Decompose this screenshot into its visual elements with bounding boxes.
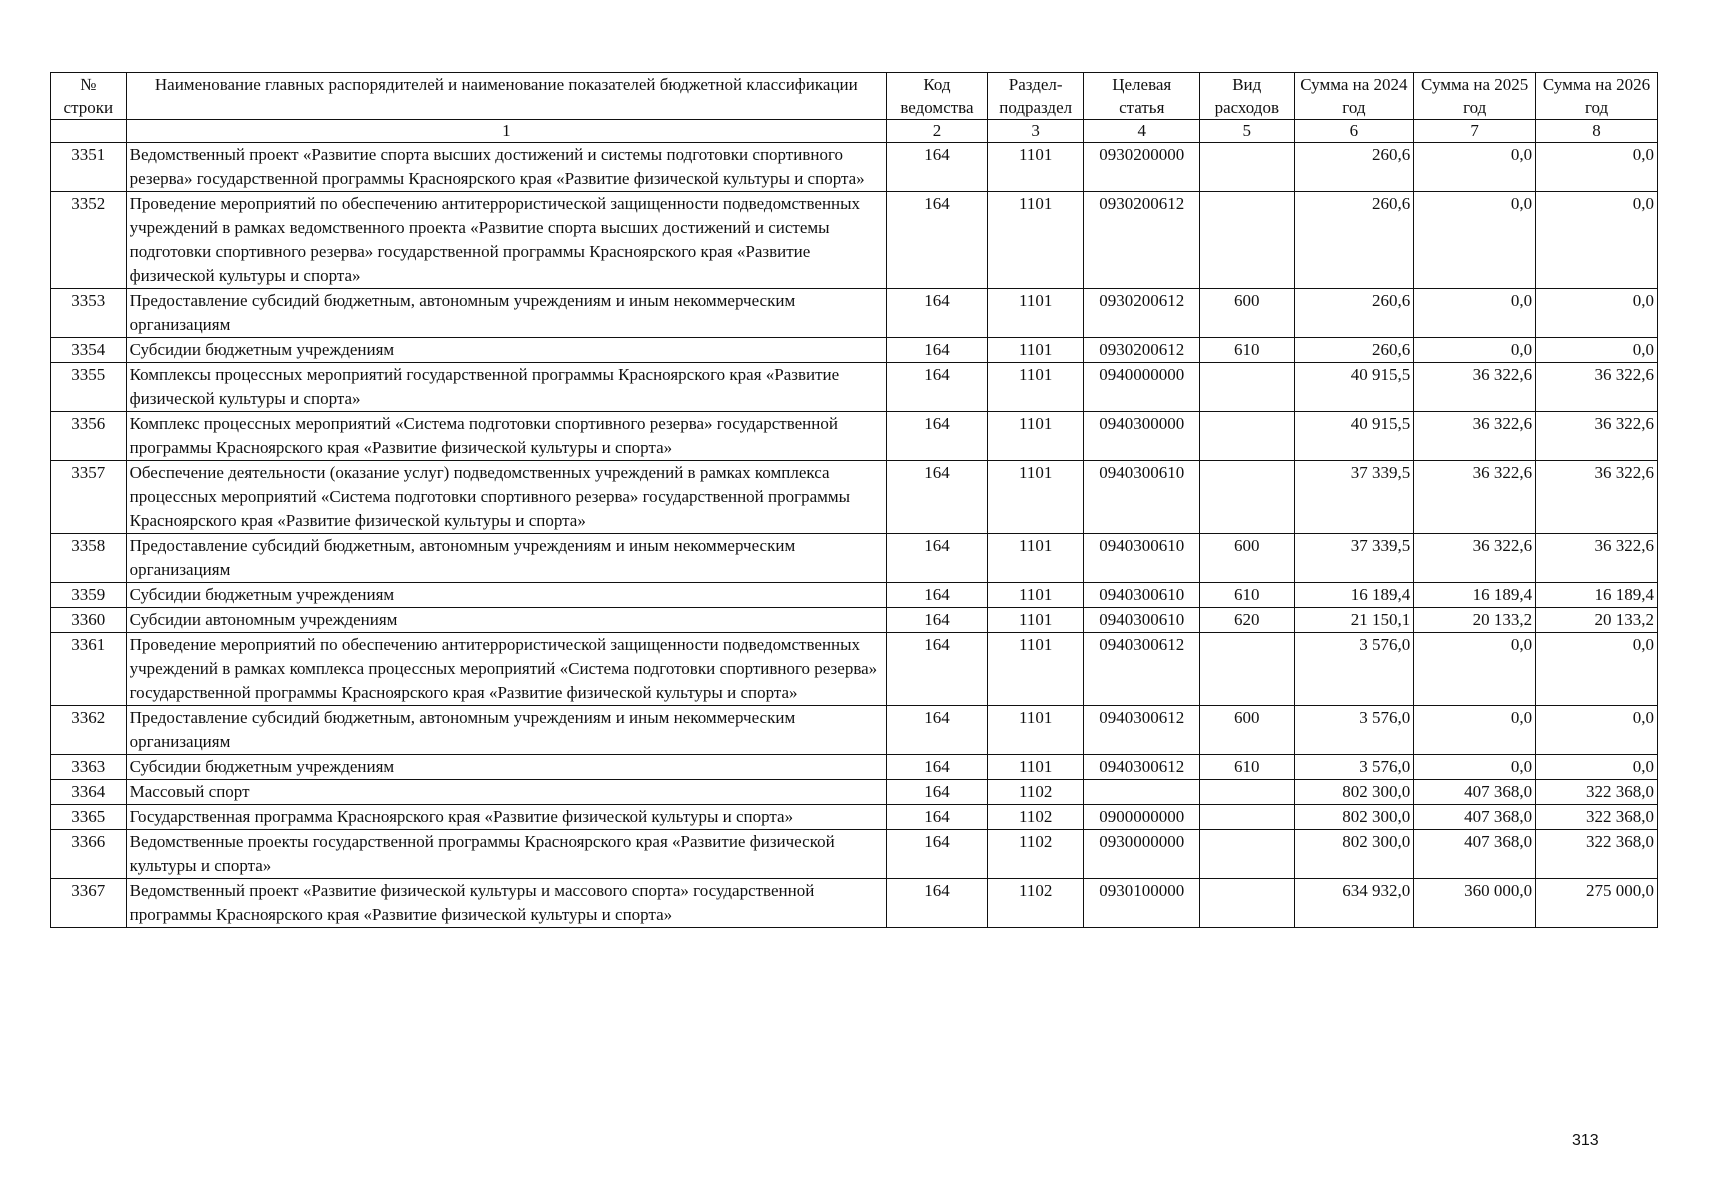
dept-code-cell: 164 [887,830,988,879]
target-article-cell: 0940300610 [1084,608,1200,633]
sum-2026-cell: 275 000,0 [1536,879,1658,928]
row-name-cell: Субсидии автономным учреждениям [126,608,886,633]
sum-2024-cell: 802 300,0 [1294,805,1414,830]
dept-code-cell: 164 [887,633,988,706]
sum-2025-cell: 0,0 [1414,289,1536,338]
expense-type-cell [1200,830,1295,879]
expense-type-cell [1200,805,1295,830]
sum-2026-cell: 36 322,6 [1536,534,1658,583]
dept-code-cell: 164 [887,461,988,534]
header-row [51,73,1658,120]
row-number-cell: 3363 [51,755,127,780]
header-name: Наименование главных распорядителей и наименование показателей бюджетной классификации [126,73,886,120]
table-row [51,830,1658,879]
expense-type-cell [1200,412,1295,461]
dept-code-cell: 164 [887,879,988,928]
dept-code-cell: 164 [887,192,988,289]
row-name-cell: Обеспечение деятельности (оказание услуг) подведомственных учреждений в рамках комплекса процессных мероприятий «Система подготовки спортивного резерва» государственной программы Красноярского края «Развитие физической культуры и спорта» [126,461,886,534]
row-name-cell: Ведомственный проект «Развитие спорта высших достижений и системы подготовки спортивного резерва» государственной программы Красноярского края «Развитие физической культуры и спорта» [126,143,886,192]
row-number-cell: 3355 [51,363,127,412]
expense-type-cell: 620 [1200,608,1295,633]
row-name-cell: Ведомственный проект «Развитие физической культуры и массового спорта» государственной программы Красноярского края «Развитие физической культуры и спорта» [126,879,886,928]
budget-table [50,72,1658,928]
dept-code-cell: 164 [887,338,988,363]
row-name-cell: Комплекс процессных мероприятий «Система подготовки спортивного резерва» государственной программы Красноярского края «Развитие физической культуры и спорта» [126,412,886,461]
table-row [51,143,1658,192]
table-row [51,338,1658,363]
sum-2024-cell: 40 915,5 [1294,412,1414,461]
sum-2026-cell: 322 368,0 [1536,805,1658,830]
sum-2025-cell: 0,0 [1414,706,1536,755]
row-number-cell: 3358 [51,534,127,583]
sum-2026-cell: 36 322,6 [1536,363,1658,412]
table-row [51,192,1658,289]
budget-table-sheet [50,72,1658,928]
row-name-cell: Комплексы процессных мероприятий государственной программы Красноярского края «Развитие физической культуры и спорта» [126,363,886,412]
sum-2025-cell: 0,0 [1414,633,1536,706]
table-row [51,583,1658,608]
sum-2024-cell: 3 576,0 [1294,706,1414,755]
table-row [51,289,1658,338]
dept-code-cell: 164 [887,706,988,755]
sum-2026-cell: 0,0 [1536,192,1658,289]
sum-2024-cell: 21 150,1 [1294,608,1414,633]
section-cell: 1102 [987,830,1084,879]
table-row [51,706,1658,755]
dept-code-cell: 164 [887,755,988,780]
table-body [51,143,1658,928]
column-number: 8 [1536,120,1658,143]
row-name-cell: Государственная программа Красноярского края «Развитие физической культуры и спорта» [126,805,886,830]
sum-2026-cell: 322 368,0 [1536,780,1658,805]
target-article-cell: 0930200612 [1084,289,1200,338]
section-cell: 1102 [987,780,1084,805]
table-row [51,780,1658,805]
row-name-cell: Проведение мероприятий по обеспечению антитеррористической защищенности подведомственных учреждений в рамках комплекса процессных мероприятий «Система подготовки спортивного резерва» государственной программы Красноярского края «Развитие физической культуры и спорта» [126,633,886,706]
sum-2024-cell: 37 339,5 [1294,534,1414,583]
section-cell: 1101 [987,143,1084,192]
column-number: 1 [126,120,886,143]
table-row [51,363,1658,412]
sum-2026-cell: 0,0 [1536,706,1658,755]
section-cell: 1101 [987,461,1084,534]
expense-type-cell [1200,879,1295,928]
expense-type-cell: 610 [1200,338,1295,363]
sum-2026-cell: 0,0 [1536,143,1658,192]
section-cell: 1101 [987,608,1084,633]
sum-2025-cell: 0,0 [1414,143,1536,192]
row-name-cell: Проведение мероприятий по обеспечению антитеррористической защищенности подведомственных учреждений в рамках ведомственного проекта «Развитие спорта высших достижений и системы подготовки спортивного резерва» государственной программы Красноярского края «Развитие физической культуры и спорта» [126,192,886,289]
row-name-cell: Субсидии бюджетным учреждениям [126,338,886,363]
table-row [51,608,1658,633]
sum-2025-cell: 360 000,0 [1414,879,1536,928]
sum-2024-cell: 260,6 [1294,143,1414,192]
dept-code-cell: 164 [887,143,988,192]
expense-type-cell [1200,780,1295,805]
sum-2025-cell: 36 322,6 [1414,363,1536,412]
sum-2026-cell: 0,0 [1536,755,1658,780]
row-number-cell: 3360 [51,608,127,633]
table-row [51,633,1658,706]
section-cell: 1102 [987,805,1084,830]
section-cell: 1102 [987,879,1084,928]
column-number: 7 [1414,120,1536,143]
section-cell: 1101 [987,363,1084,412]
row-name-cell: Предоставление субсидий бюджетным, автономным учреждениям и иным некоммерческим организациям [126,289,886,338]
sum-2024-cell: 16 189,4 [1294,583,1414,608]
column-number: 3 [987,120,1084,143]
sum-2024-cell: 260,6 [1294,338,1414,363]
section-cell: 1101 [987,633,1084,706]
sum-2025-cell: 0,0 [1414,338,1536,363]
page-number: 313 [1572,1132,1599,1149]
sum-2026-cell: 0,0 [1536,289,1658,338]
section-cell: 1101 [987,338,1084,363]
section-cell: 1101 [987,192,1084,289]
section-cell: 1101 [987,289,1084,338]
sum-2025-cell: 36 322,6 [1414,412,1536,461]
sum-2025-cell: 36 322,6 [1414,461,1536,534]
target-article-cell: 0940300610 [1084,461,1200,534]
dept-code-cell: 164 [887,583,988,608]
sum-2026-cell: 36 322,6 [1536,412,1658,461]
row-number-cell: 3366 [51,830,127,879]
sum-2025-cell: 407 368,0 [1414,780,1536,805]
section-cell: 1101 [987,706,1084,755]
table-row [51,755,1658,780]
section-cell: 1101 [987,583,1084,608]
table-row [51,879,1658,928]
target-article-cell: 0930200612 [1084,338,1200,363]
target-article-cell: 0940300610 [1084,583,1200,608]
header-target: Целевая статья [1084,73,1200,120]
dept-code-cell: 164 [887,608,988,633]
table-row [51,805,1658,830]
column-number: 5 [1200,120,1295,143]
column-number: 4 [1084,120,1200,143]
sum-2025-cell: 36 322,6 [1414,534,1536,583]
expense-type-cell [1200,192,1295,289]
sum-2025-cell: 0,0 [1414,192,1536,289]
sum-2026-cell: 322 368,0 [1536,830,1658,879]
target-article-cell: 0930000000 [1084,830,1200,879]
sum-2025-cell: 407 368,0 [1414,830,1536,879]
row-number-cell: 3365 [51,805,127,830]
row-number-cell: 3367 [51,879,127,928]
header-sum-2025: Сумма на 2025 год [1414,73,1536,120]
dept-code-cell: 164 [887,289,988,338]
sum-2026-cell: 0,0 [1536,338,1658,363]
column-number: 2 [887,120,988,143]
sum-2025-cell: 16 189,4 [1414,583,1536,608]
target-article-cell: 0940300612 [1084,706,1200,755]
header-expense-type: Вид расходов [1200,73,1295,120]
expense-type-cell [1200,461,1295,534]
sum-2024-cell: 37 339,5 [1294,461,1414,534]
expense-type-cell: 600 [1200,289,1295,338]
target-article-cell [1084,780,1200,805]
expense-type-cell [1200,143,1295,192]
row-number-cell: 3353 [51,289,127,338]
expense-type-cell: 600 [1200,534,1295,583]
dept-code-cell: 164 [887,805,988,830]
sum-2025-cell: 407 368,0 [1414,805,1536,830]
sum-2024-cell: 3 576,0 [1294,633,1414,706]
row-name-cell: Массовый спорт [126,780,886,805]
target-article-cell: 0940300610 [1084,534,1200,583]
dept-code-cell: 164 [887,363,988,412]
target-article-cell: 0940000000 [1084,363,1200,412]
target-article-cell: 0900000000 [1084,805,1200,830]
expense-type-cell: 610 [1200,755,1295,780]
sum-2025-cell: 20 133,2 [1414,608,1536,633]
column-number-row [51,120,1658,143]
target-article-cell: 0930200612 [1084,192,1200,289]
sum-2024-cell: 260,6 [1294,192,1414,289]
sum-2026-cell: 16 189,4 [1536,583,1658,608]
target-article-cell: 0940300000 [1084,412,1200,461]
header-sum-2026: Сумма на 2026 год [1536,73,1658,120]
row-number-cell: 3352 [51,192,127,289]
row-name-cell: Предоставление субсидий бюджетным, автономным учреждениям и иным некоммерческим организациям [126,706,886,755]
row-name-cell: Предоставление субсидий бюджетным, автономным учреждениям и иным некоммерческим организациям [126,534,886,583]
row-number-cell: 3362 [51,706,127,755]
row-number-cell: 3357 [51,461,127,534]
expense-type-cell: 610 [1200,583,1295,608]
section-cell: 1101 [987,534,1084,583]
header-dept-code: Код ведомства [887,73,988,120]
row-number-cell: 3354 [51,338,127,363]
section-cell: 1101 [987,755,1084,780]
dept-code-cell: 164 [887,780,988,805]
header-section: Раздел-подраздел [987,73,1084,120]
target-article-cell: 0940300612 [1084,755,1200,780]
sum-2026-cell: 20 133,2 [1536,608,1658,633]
row-number-cell: 3361 [51,633,127,706]
section-cell: 1101 [987,412,1084,461]
dept-code-cell: 164 [887,412,988,461]
sum-2024-cell: 802 300,0 [1294,830,1414,879]
target-article-cell: 0930100000 [1084,879,1200,928]
row-number-cell: 3356 [51,412,127,461]
sum-2024-cell: 634 932,0 [1294,879,1414,928]
target-article-cell: 0930200000 [1084,143,1200,192]
sum-2026-cell: 36 322,6 [1536,461,1658,534]
expense-type-cell [1200,633,1295,706]
expense-type-cell: 600 [1200,706,1295,755]
sum-2024-cell: 260,6 [1294,289,1414,338]
sum-2025-cell: 0,0 [1414,755,1536,780]
column-number: 6 [1294,120,1414,143]
row-number-cell: 3364 [51,780,127,805]
dept-code-cell: 164 [887,534,988,583]
expense-type-cell [1200,363,1295,412]
row-name-cell: Ведомственные проекты государственной программы Красноярского края «Развитие физической культуры и спорта» [126,830,886,879]
header-row-no: № строки [51,73,127,120]
target-article-cell: 0940300612 [1084,633,1200,706]
row-name-cell: Субсидии бюджетным учреждениям [126,583,886,608]
row-number-cell: 3359 [51,583,127,608]
column-number [51,120,127,143]
table-row [51,412,1658,461]
row-name-cell: Субсидии бюджетным учреждениям [126,755,886,780]
header-sum-2024: Сумма на 2024 год [1294,73,1414,120]
sum-2024-cell: 40 915,5 [1294,363,1414,412]
sum-2024-cell: 3 576,0 [1294,755,1414,780]
sum-2024-cell: 802 300,0 [1294,780,1414,805]
table-row [51,534,1658,583]
sum-2026-cell: 0,0 [1536,633,1658,706]
row-number-cell: 3351 [51,143,127,192]
table-row [51,461,1658,534]
